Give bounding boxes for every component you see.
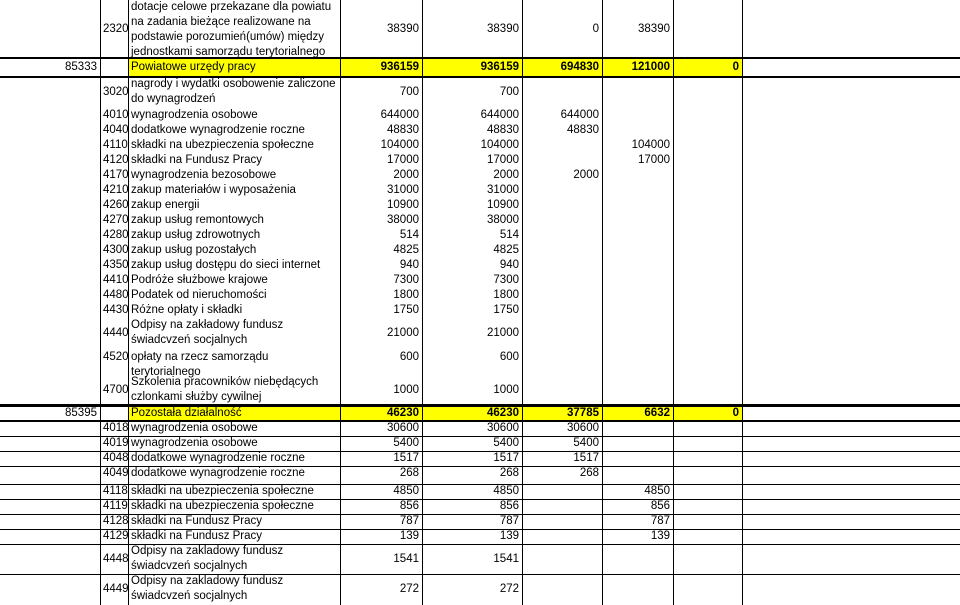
row-amount: 600 <box>399 350 419 363</box>
row-description: Podatek od nieruchomości <box>131 289 267 301</box>
row-amount: 5400 <box>573 437 599 449</box>
row-description: wynagrodzenia osobowe <box>131 422 258 434</box>
row-description: zakup energii <box>131 199 200 211</box>
row-amount: 4825 <box>393 244 419 256</box>
row-amount: 48830 <box>387 124 419 136</box>
row-description: składki na ubezpieczenia społeczne <box>131 139 314 151</box>
row-amount: 139 <box>499 530 519 542</box>
row-amount: 37785 <box>567 407 599 419</box>
row-amount: 46230 <box>387 407 419 419</box>
row-paragraph-code: 4448 <box>103 552 129 565</box>
row-chapter-code: 85395 <box>65 407 97 419</box>
row-amount: 1750 <box>393 304 419 316</box>
row-amount: 139 <box>650 530 670 542</box>
row-description: wynagrodzenia osobowe <box>131 109 258 121</box>
row-amount: 48830 <box>487 124 519 136</box>
row-amount: 1000 <box>393 384 419 396</box>
row-description: opłaty na rzecz samorządu terytorialnego <box>131 350 269 378</box>
row-amount: 600 <box>499 350 519 363</box>
row-amount: 7300 <box>493 274 519 286</box>
row-description: wynagrodzenia osobowe <box>131 437 258 449</box>
row-amount: 17000 <box>638 154 670 166</box>
row-paragraph-code: 4128 <box>103 515 129 527</box>
row-paragraph-code: 4270 <box>103 214 129 226</box>
row-amount: 48830 <box>567 124 599 136</box>
row-amount: 38390 <box>487 22 519 35</box>
row-amount: 38000 <box>487 214 519 226</box>
row-paragraph-code: 4018 <box>103 422 129 434</box>
row-amount: 46230 <box>487 407 519 419</box>
row-description: Odpisy na zakladowy fundusz świadcvzeń socjalnych <box>131 545 284 572</box>
row-description: składki na ubezpieczenia społeczne <box>131 485 314 497</box>
row-amount: 104000 <box>631 139 670 151</box>
row-paragraph-code: 4120 <box>103 154 129 166</box>
row-amount: 272 <box>499 583 519 595</box>
row-amount: 787 <box>499 515 519 527</box>
row-amount: 38390 <box>387 22 419 35</box>
row-amount: 30600 <box>487 422 519 434</box>
row-chapter-code: 85333 <box>65 61 97 73</box>
row-amount: 940 <box>399 259 419 271</box>
row-amount: 104000 <box>380 139 419 151</box>
row-paragraph-code: 4019 <box>103 437 129 449</box>
row-description: wynagrodzenia bezosobowe <box>131 169 277 181</box>
row-amount: 7300 <box>393 274 419 286</box>
row-paragraph-code: 4480 <box>103 289 129 301</box>
row-description: Różne opłaty i składki <box>131 304 243 316</box>
row-amount: 856 <box>650 500 670 512</box>
row-amount: 2000 <box>573 169 599 181</box>
row-amount: 38000 <box>387 214 419 226</box>
row-amount: 1800 <box>393 289 419 301</box>
row-amount: 6632 <box>644 407 670 419</box>
row-amount: 21000 <box>487 326 519 339</box>
row-amount: 4850 <box>393 485 419 497</box>
row-paragraph-code: 4049 <box>103 467 129 479</box>
row-description: zakup usług remontowych <box>131 214 264 226</box>
row-amount: 4850 <box>493 485 519 497</box>
row-amount: 936159 <box>380 61 419 73</box>
row-paragraph-code: 4260 <box>103 199 129 211</box>
row-description: dotacje celowe przekazane dla powiatu na zadania bieżące realizowane na podstawie porozumień(umów) między jednostkami samorządu terytorialnego <box>131 1 332 58</box>
row-amount: 17000 <box>387 154 419 166</box>
row-amount: 272 <box>399 583 419 595</box>
row-amount: 17000 <box>487 154 519 166</box>
row-paragraph-code: 4010 <box>103 109 129 121</box>
row-amount: 644000 <box>480 109 519 121</box>
row-description: dodatkowe wynagrodzenie roczne <box>131 124 305 136</box>
row-amount: 1800 <box>493 289 519 301</box>
row-amount: 268 <box>399 467 419 479</box>
row-paragraph-code: 4700 <box>103 384 129 396</box>
row-description: Powiatowe urzędy pracy <box>131 61 256 73</box>
row-paragraph-code: 4119 <box>103 500 128 512</box>
row-paragraph-code: 4300 <box>103 244 129 256</box>
row-amount: 139 <box>399 530 419 542</box>
row-paragraph-code: 2320 <box>103 22 129 35</box>
row-amount: 121000 <box>631 61 670 73</box>
row-amount: 700 <box>399 86 419 98</box>
row-amount: 0 <box>732 407 739 419</box>
row-amount: 10900 <box>487 199 519 211</box>
row-amount: 1517 <box>493 452 519 464</box>
row-description: składki na ubezpieczenia społeczne <box>131 500 314 512</box>
row-amount: 644000 <box>380 109 419 121</box>
row-description: zakup usług pozostałych <box>131 244 257 256</box>
row-amount: 700 <box>499 86 519 98</box>
row-amount: 31000 <box>487 184 519 196</box>
row-amount: 31000 <box>387 184 419 196</box>
row-description: dodatkowe wynagrodzenie roczne <box>131 452 305 464</box>
row-description: nagrody i wydatki osobowenie zaliczone do wynagrodzeń <box>131 78 336 105</box>
row-description: zakup materiałów i wyposażenia <box>131 184 296 196</box>
row-amount: 514 <box>499 229 519 241</box>
row-amount: 5400 <box>393 437 419 449</box>
row-description: składki na Fundusz Pracy <box>131 530 263 542</box>
row-paragraph-code: 4118 <box>103 485 128 497</box>
row-amount: 1750 <box>493 304 519 316</box>
row-amount: 30600 <box>387 422 419 434</box>
row-paragraph-code: 4350 <box>103 259 129 271</box>
row-amount: 856 <box>499 500 519 512</box>
row-paragraph-code: 4449 <box>103 583 129 595</box>
row-amount: 1000 <box>493 384 519 396</box>
row-amount: 1541 <box>393 552 419 565</box>
row-description: zakup usług dostępu do sieci internet <box>131 259 321 271</box>
row-paragraph-code: 3020 <box>103 86 129 98</box>
row-amount: 856 <box>399 500 419 512</box>
row-description: dodatkowe wynagrodzenie roczne <box>131 467 305 479</box>
row-paragraph-code: 4110 <box>103 139 128 151</box>
row-amount: 30600 <box>567 422 599 434</box>
row-description: Odpisy na zakładowy fundusz świadcvzeń socjalnych <box>131 319 284 346</box>
row-description: Odpisy na zakladowy fundusz świadcvzeń socjalnych <box>131 575 284 602</box>
row-paragraph-code: 4430 <box>103 304 129 316</box>
row-amount: 694830 <box>560 61 599 73</box>
row-description: składki na Fundusz Pracy <box>131 515 263 527</box>
row-description: zakup usług zdrowotnych <box>131 229 261 241</box>
row-amount: 1517 <box>573 452 599 464</box>
row-amount: 10900 <box>387 199 419 211</box>
row-amount: 38390 <box>638 22 670 35</box>
row-amount: 268 <box>579 467 599 479</box>
row-amount: 2000 <box>493 169 519 181</box>
row-amount: 787 <box>399 515 419 527</box>
row-description: Podróże służbowe krajowe <box>131 274 268 286</box>
row-amount: 940 <box>499 259 519 271</box>
row-amount: 0 <box>732 61 739 73</box>
row-amount: 4825 <box>493 244 519 256</box>
row-paragraph-code: 4210 <box>103 184 129 196</box>
row-amount: 936159 <box>480 61 519 73</box>
row-amount: 1541 <box>493 552 519 565</box>
row-paragraph-code: 4170 <box>103 169 129 181</box>
row-paragraph-code: 4440 <box>103 326 129 339</box>
row-description: Pozostała działalność <box>131 407 242 419</box>
row-amount: 787 <box>650 515 670 527</box>
row-description: Szkolenia pracowników niebędących czlonkami służby cywilnej <box>131 376 319 403</box>
row-amount: 644000 <box>560 109 599 121</box>
row-amount: 104000 <box>480 139 519 151</box>
row-paragraph-code: 4520 <box>103 350 129 363</box>
row-amount: 0 <box>592 22 599 35</box>
row-paragraph-code: 4129 <box>103 530 129 542</box>
row-amount: 5400 <box>493 437 519 449</box>
row-paragraph-code: 4280 <box>103 229 129 241</box>
row-amount: 21000 <box>387 326 419 339</box>
row-amount: 4850 <box>644 485 670 497</box>
row-paragraph-code: 4040 <box>103 124 129 136</box>
row-paragraph-code: 4048 <box>103 452 129 464</box>
row-description: składki na Fundusz Pracy <box>131 154 263 166</box>
row-amount: 268 <box>499 467 519 479</box>
row-amount: 2000 <box>393 169 419 181</box>
row-amount: 514 <box>399 229 419 241</box>
row-amount: 1517 <box>393 452 419 464</box>
row-paragraph-code: 4410 <box>103 274 129 286</box>
